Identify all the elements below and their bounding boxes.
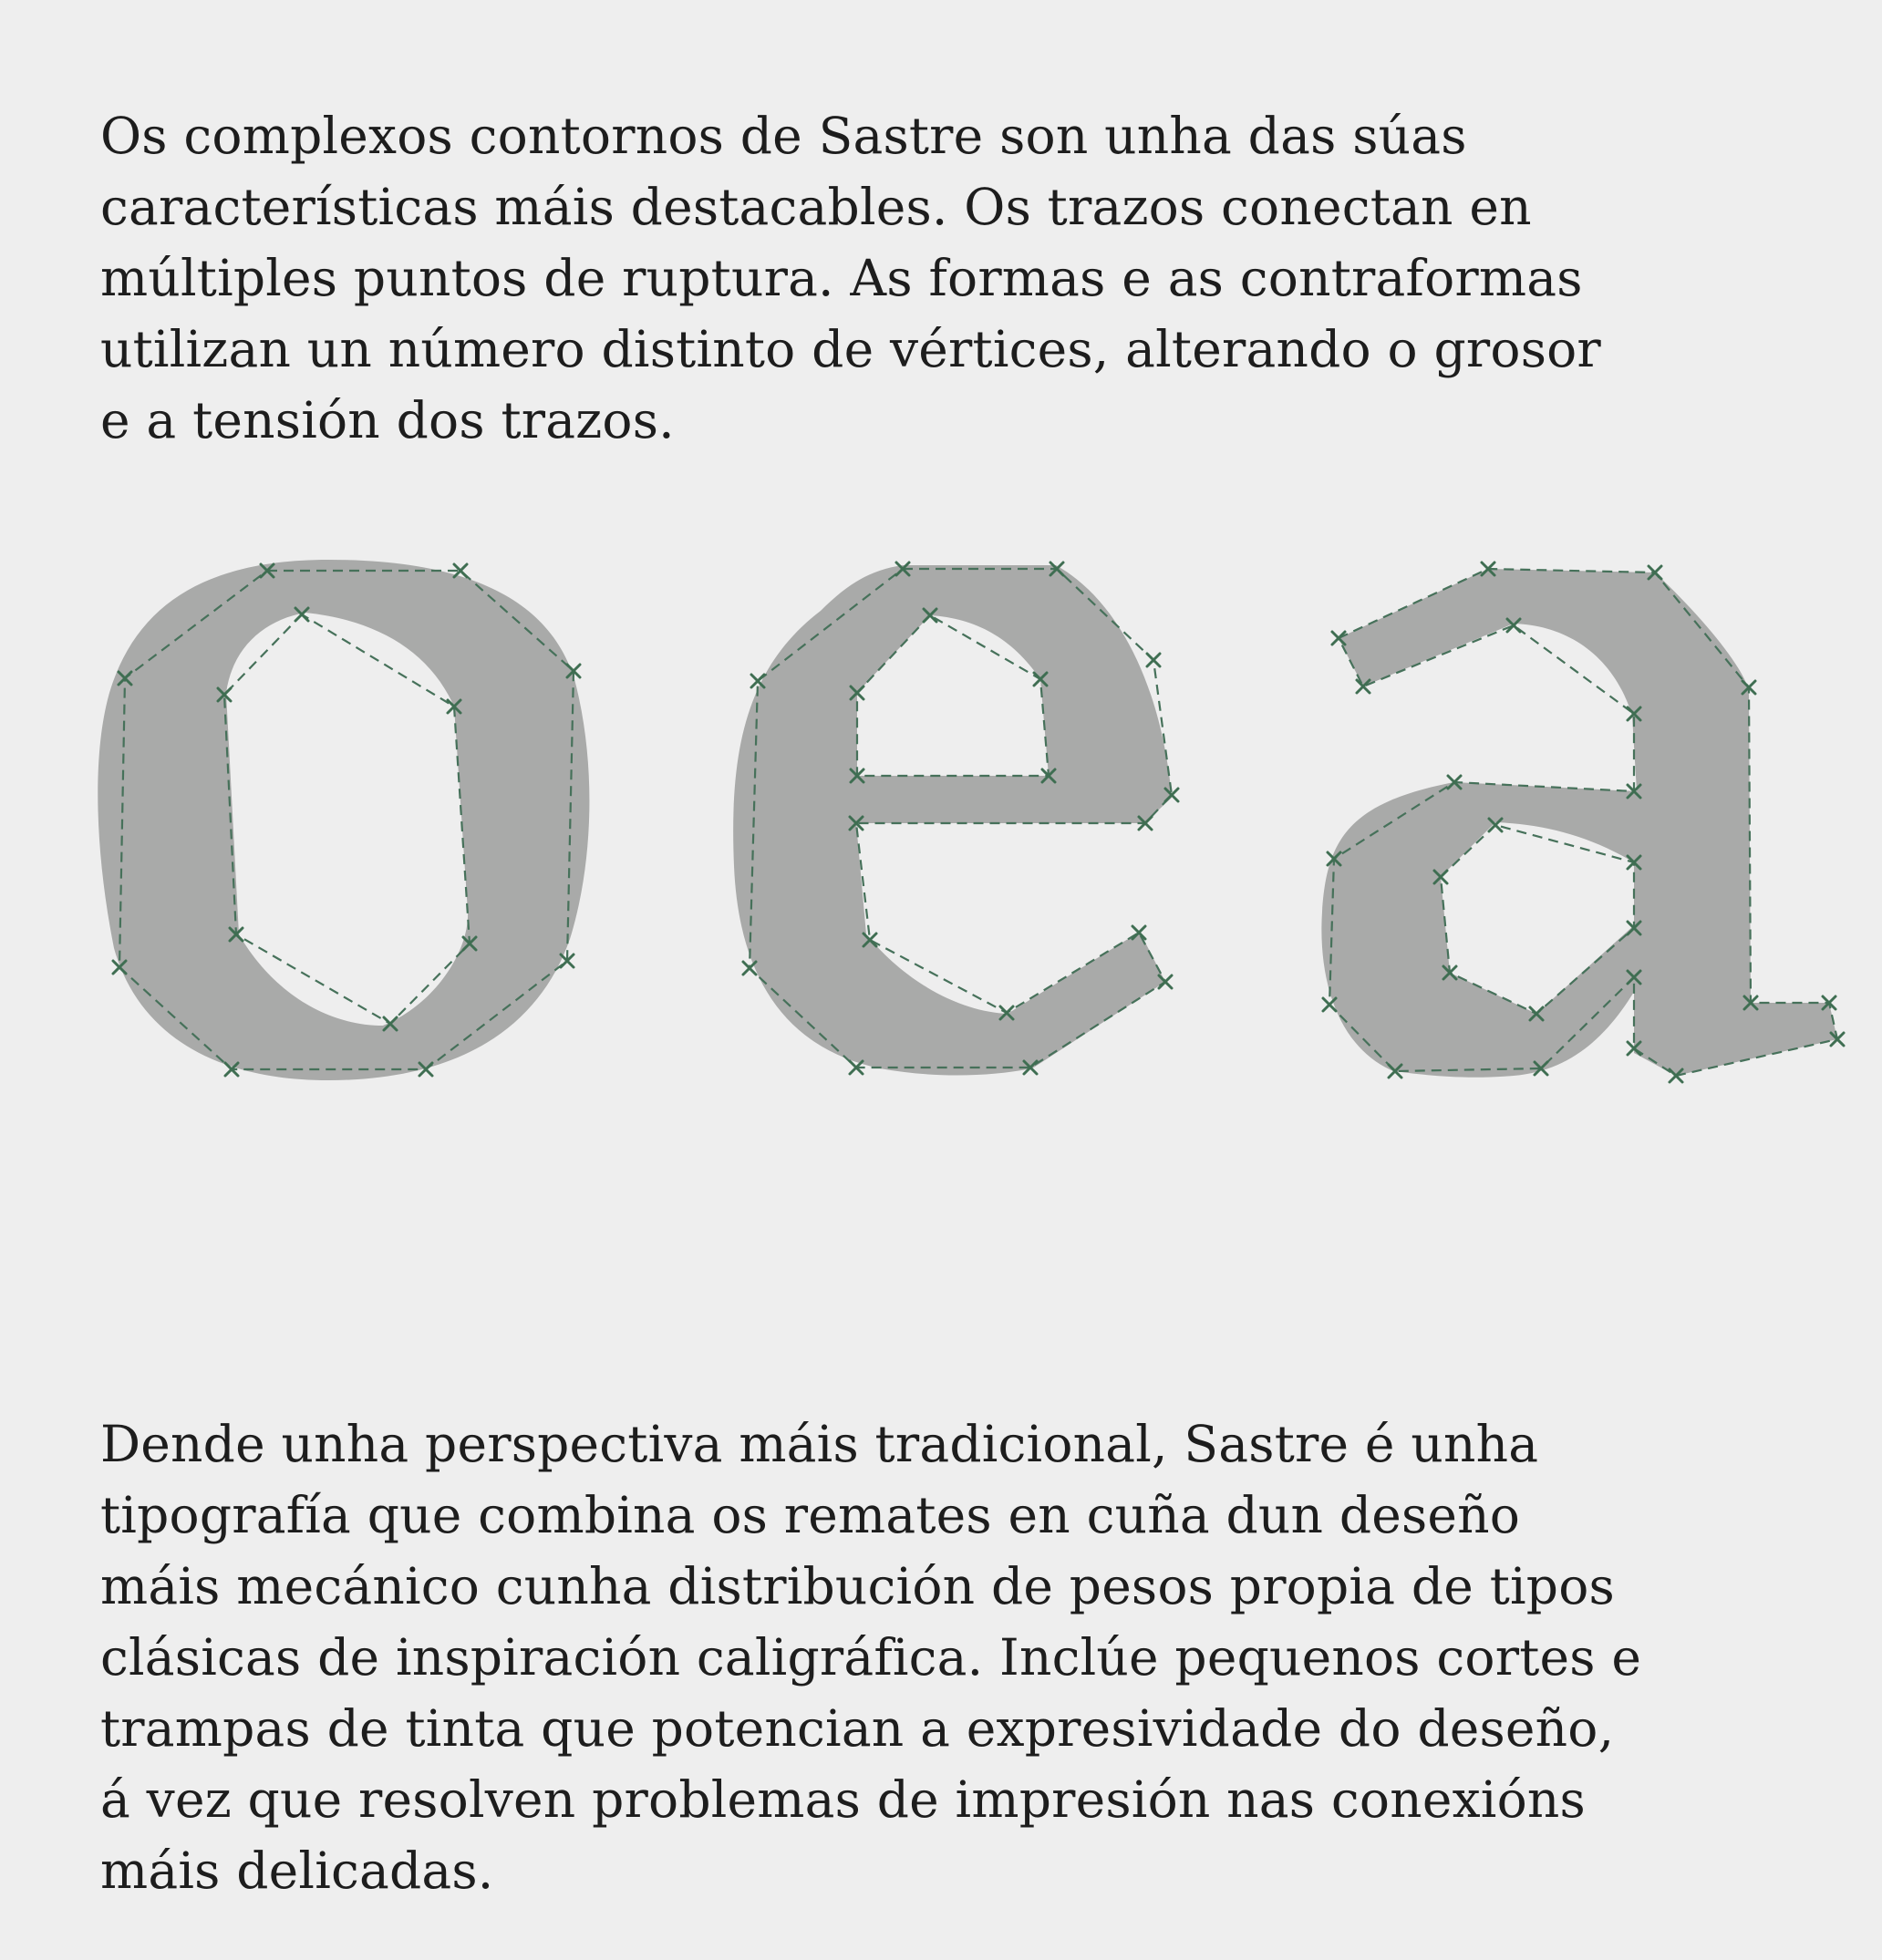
vertex-marker — [1147, 654, 1160, 666]
glyph-a-shape — [1321, 569, 1837, 1078]
description-line: máis mecánico cunha distribución de pesos propia de tipos — [100, 1557, 1615, 1615]
intro-line: e a tensión dos trazos. — [100, 391, 675, 449]
vertex-marker — [1323, 998, 1336, 1011]
glyph-e-shape — [733, 565, 1172, 1076]
vertex-marker — [743, 962, 756, 975]
glyph-o-shape — [98, 560, 589, 1080]
description-line: clásicas de inspiración caligráfica. Inclúe pequenos cortes e — [100, 1628, 1642, 1687]
glyph-a — [1321, 569, 1837, 1078]
intro-line: múltiples puntos de ruptura. As formas e as contraformas — [100, 249, 1583, 307]
description-line: trampas de tinta que potencian a expresividade do deseño, — [100, 1699, 1615, 1758]
intro-line: utilizan un número distinto de vértices, alterando o grosor — [100, 320, 1601, 378]
description-line: á vez que resolven problemas de impresión nas conexións — [100, 1770, 1586, 1829]
description-line: máis delicadas. — [100, 1841, 494, 1900]
description-line: tipografía que combina os remates en cuña dun deseño — [100, 1486, 1521, 1544]
description-line: Dende unha perspectiva máis tradicional, Sastre é unha — [100, 1415, 1539, 1473]
glyph-e — [733, 565, 1172, 1076]
description-paragraph — [100, 1408, 1669, 1906]
intro-line: Os complexos contornos de Sastre son unha das súas — [100, 107, 1467, 165]
intro-line: características máis destacables. Os trazos conectan en — [100, 178, 1532, 236]
glyph-o — [98, 560, 589, 1080]
intro-paragraph — [100, 100, 1669, 456]
glyph-outline-figure — [0, 529, 1882, 1112]
